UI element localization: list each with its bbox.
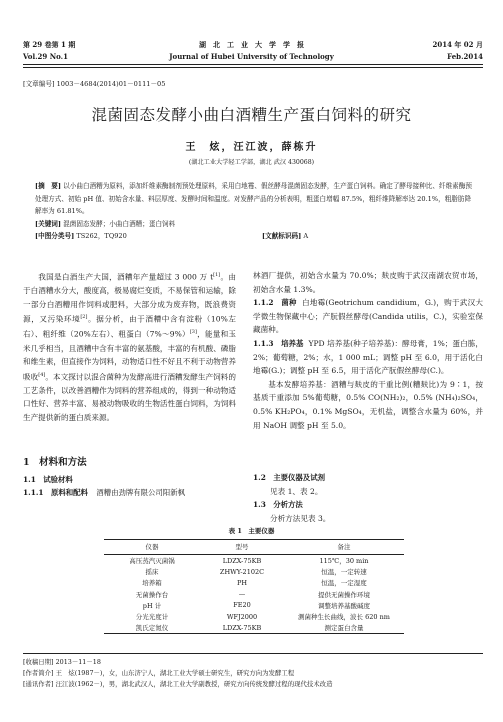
date-en: Feb.2014 — [447, 52, 483, 61]
materials-paragraph: 林酒厂提供，初始含水量为 70.0%；麸皮购于武汉南湖农贸市场，初始含水量 1.3%。 — [253, 271, 483, 294]
table-cell: 凯氏定氮仪 — [135, 624, 169, 633]
intro-text-2: 。由于白酒糟水分大，酸度高，极易腐烂变质，不易保管和运输，除一部分白酒糟用作饲料或肥料，大部分成为废弃物，既浪费资源，又污染环境 — [23, 272, 237, 324]
table-1-caption: 表 1 主要仪器 — [228, 527, 275, 535]
section-1-1-3-text: YPD 培养基(种子培养基)：酵母膏，1%；蛋白胨，2%；葡萄糖，2%；水，1 000 mL；调整 pH 至 6.0，用于活化白地霉(G.)；调整 pH 至 6.5，用于活化产朊假丝酵母(C.)。 — [253, 338, 484, 376]
intro-text-1: 我国是白酒生产大国，酒糟年产量超过 3 000 万 t — [38, 272, 214, 282]
keywords-text: 混菌固态发酵；小曲白酒糟；蛋白饲料 — [63, 220, 176, 228]
table-row — [104, 555, 404, 567]
table-cell: LDZX-75KB — [222, 623, 262, 632]
table-cell: 分光光度计 — [135, 613, 169, 622]
citation-4: [4] — [38, 371, 46, 378]
table-cell: PH — [236, 578, 248, 587]
intro-text-5: 。本文探讨以混合菌种为发酵高进行酒糟发酵生产饲料的工艺条件，以改善酒糟作为饲料的营养组成的，得到一种动物适口性好、营养丰富、易被动物吸收的生物活性蛋白饲料，为饲料生产提供新的蛋白质来源。 — [23, 372, 237, 423]
doc-code-tag: [文献标识码] — [262, 232, 302, 240]
table-cell: 测菌种生长曲线，波长 620 nm — [298, 613, 390, 622]
volume-en: Vol.29 No.1 — [23, 52, 68, 61]
table-cell: 恒温，一定湿度 — [321, 579, 367, 588]
article-id: [文章编号] 1003－4684(2014)01－0111－05 — [23, 80, 166, 88]
table-cell: pH 计 — [142, 601, 162, 610]
abstract-tag: [摘 要] — [35, 182, 62, 190]
left-column — [23, 269, 236, 425]
footnotes — [23, 657, 483, 690]
section-1-1-1 — [23, 487, 185, 498]
section-1-3-text: 分析方法见表 3。 — [270, 514, 331, 523]
table-header-cell: 仪器 — [104, 540, 200, 555]
keywords — [35, 218, 472, 231]
table-row — [104, 566, 404, 577]
medium-paragraph — [253, 337, 483, 378]
section-1-1-1-heading: 1.1.1 原料和配料 — [23, 488, 88, 497]
journal-name-en: Journal of Hubei University of Technology — [169, 52, 334, 61]
table-row — [104, 577, 404, 588]
corresponding-author: [通讯作者] 汪江波(1962－)，男，湖北武汉人，湖北工业大学副教授，研究方向传统发酵过程的现代技术改造 — [23, 680, 333, 688]
table-cell: 调整培养基酸碱度 — [318, 601, 370, 610]
table-cell: LDZX-75KB — [222, 556, 262, 565]
section-1-heading: 1 材料和方法 — [23, 457, 87, 468]
section-1-1-1-text: 酒糟由劲牌有限公司阳新枫 — [96, 488, 185, 497]
introduction-paragraph — [23, 269, 236, 425]
table-header-row — [104, 540, 404, 555]
abstract-text: 以小曲白酒糟为原料，添加纤维素酶制剂预处理原料，采用白地霉、假丝酵母混菌固态发酵，生产蛋白饲料。确定了酵母接种比、纤维素酶预处理方式、初始 pH 值、初始含水量、料层厚度、发酵时间和温度。对发酵产品的分析表明，粗蛋白增幅 87.5%，粗纤维降解率达 20.1%，粗脂肪降解率为 61.81%。 — [35, 182, 472, 215]
citation-1: [1] — [213, 272, 221, 278]
clc-text: TS262，TQ920 — [76, 232, 127, 240]
right-column — [253, 269, 483, 432]
section-1-3-heading: 1.3 分析方法 — [253, 500, 303, 509]
table-cell: — — [238, 590, 246, 599]
table-cell: WFJ2000 — [226, 612, 258, 621]
table-row — [104, 589, 404, 600]
table-header-cell: 备注 — [284, 540, 404, 555]
table-row — [104, 622, 404, 634]
affiliation: (湖北工业大学轻工学部，湖北 武汉 430068) — [188, 159, 315, 166]
strains-paragraph — [253, 296, 483, 337]
table-header-cell: 型号 — [200, 540, 284, 555]
intro-text-3: 。据分析，由于酒糟中含有淀粉（10%左右）、粗纤维（20%左右）、粗蛋白（7%～9%） — [23, 314, 236, 339]
citation-3: [3] — [189, 329, 197, 336]
table-cell: 提供无菌操作环境 — [318, 590, 370, 599]
section-1-2-heading: 1.2 主要仪器及试剂 — [253, 473, 325, 482]
section-1-1-2-text: 白地霉(Geotrichum candidium，G.)，购于武汉大学微生物保藏中心；产朊假丝酵母(Candida utilis，C.)，实验室保藏菌种。 — [253, 298, 484, 335]
header-rule-thin — [23, 67, 483, 68]
intro-text-4: ，能量和玉米几乎相当，且酒糟中含有丰富的氨基酸，丰富的有机酸、磷脂和维生素，但直接作为饲料，动物适口性不好且不利于动物营养吸收 — [23, 329, 236, 382]
clc-tag: [中图分类号] — [35, 232, 75, 240]
table-cell: 测定蛋白含量 — [324, 624, 364, 633]
citation-2: [2] — [80, 314, 88, 321]
author-bio: [作者简介] 王 炫(1987－)，女，山东济宁人，湖北工业大学硕士研究生，研究方向为发酵工程 — [23, 669, 295, 677]
table-cell: FE20 — [233, 601, 251, 610]
date-cn: 2014 年 02 月 — [432, 40, 483, 49]
table-row — [104, 600, 404, 611]
section-1-2-text: 见表 1、表 2。 — [270, 487, 323, 496]
table-cell: 培养箱 — [142, 579, 162, 588]
instrument-table — [104, 539, 404, 634]
table-cell: 115℃，30 min — [319, 557, 369, 566]
volume-cn: 第 29 卷第 1 期 — [23, 40, 76, 49]
header-rule — [23, 64, 483, 65]
fermentation-medium-paragraph: 基本发酵培养基：酒糟与麸皮的干重比例(糟麸比)为 9∶1，按基质干重添加 5%葡萄糖，0.5% CO(NH₂)₂，0.5% (NH₄)₂SO₄，0.5% KH₂PO₄，0.1% MgSO₄，无机盐，调整含水量为 60%，并用 NaOH 调整 pH 至 5.0。 — [253, 379, 483, 430]
document-code — [262, 230, 308, 243]
clc-number — [35, 230, 472, 243]
doc-code-text: A — [303, 232, 309, 240]
section-1-1-3-heading: 1.1.3 培养基 — [253, 338, 304, 348]
authors: 王 炫，汪江波，薛栋升 — [185, 142, 318, 153]
section-1-1-2-heading: 1.1.2 菌种 — [253, 298, 297, 308]
table-cell: 高压蒸汽灭菌锅 — [129, 557, 175, 566]
section-1-1-heading: 1.1 试验材料 — [23, 475, 73, 484]
keywords-tag: [关键词] — [35, 220, 62, 228]
table-cell: 摇床 — [145, 568, 159, 577]
received-date: [收稿日期] 2013－11－18 — [23, 658, 101, 666]
table-cell: 无菌操作台 — [135, 590, 169, 599]
table-cell: ZHWY-2102C — [219, 567, 265, 576]
footnote-rule — [23, 653, 483, 654]
table-row — [104, 611, 404, 622]
journal-name-cn: 湖 北 工 业 大 学 学 报 — [199, 40, 304, 49]
table-cell: 恒温，一定转速 — [321, 568, 367, 577]
abstract — [35, 180, 472, 218]
paper-title: 混菌固态发酵小曲白酒糟生产蛋白饲料的研究 — [91, 106, 412, 124]
